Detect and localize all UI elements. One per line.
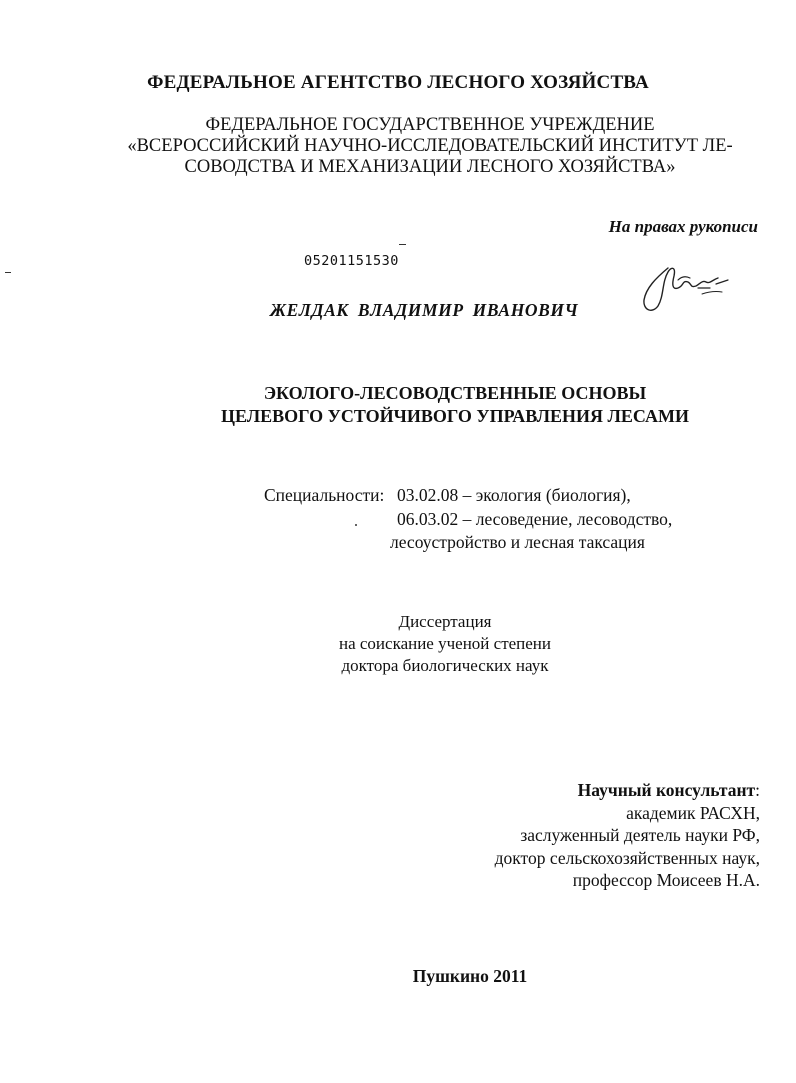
institution-heading	[110, 115, 750, 178]
consultant-line: заслуженный деятель науки РФ,	[520, 825, 760, 845]
institution-line: ФЕДЕРАЛЬНОЕ ГОСУДАРСТВЕННОЕ УЧРЕЖДЕНИЕ	[205, 115, 655, 135]
consultant-label: Научный консультант	[577, 780, 756, 800]
specialties-label: Специальности:	[264, 485, 385, 505]
description-line: доктора биологических наук	[341, 656, 549, 675]
author-name: ЖЕЛДАК ВЛАДИМИР ИВАНОВИЧ	[270, 300, 579, 320]
scan-mark	[5, 272, 11, 273]
consultant-heading	[340, 779, 760, 802]
signature-icon	[638, 258, 734, 320]
scan-mark	[399, 244, 406, 245]
consultant-label-suffix: :	[755, 780, 760, 800]
rights-note: На правах рукописи	[608, 217, 758, 236]
dissertation-description	[280, 611, 610, 677]
consultant-line: доктор сельскохозяйственных наук,	[494, 847, 760, 868]
consultant-block	[340, 779, 760, 892]
specialty-item: лесоустройство и лесная таксация	[390, 532, 645, 552]
agency-heading: ФЕДЕРАЛЬНОЕ АГЕНТСТВО ЛЕСНОГО ХОЗЯЙСТВА	[147, 72, 649, 93]
consultant-line: академик РАСХН,	[626, 802, 760, 823]
dissertation-title	[95, 382, 796, 428]
title-line: ЦЕЛЕВОГО УСТОЙЧИВОГО УПРАВЛЕНИЯ ЛЕСАМИ	[220, 406, 690, 426]
description-line: Диссертация	[398, 612, 492, 631]
title-line: ЭКОЛОГО-ЛЕСОВОДСТВЕННЫЕ ОСНОВЫ	[263, 383, 647, 403]
specialty-item: 06.03.02 – лесоведение, лесоводство,	[397, 509, 673, 529]
institution-line: «ВСЕРОССИЙСКИЙ НАУЧНО-ИССЛЕДОВАТЕЛЬСКИЙ ИНСТИТУТ ЛЕ-	[127, 136, 733, 156]
institution-line: СОВОДСТВА И МЕХАНИЗАЦИИ ЛЕСНОГО ХОЗЯЙСТВА»	[184, 157, 676, 177]
place-year: Пушкино 2011	[412, 966, 528, 986]
specialty-item: 03.02.08 – экология (биология),	[397, 485, 631, 505]
description-line: на соискание ученой степени	[338, 634, 552, 653]
registration-code: 05201151530	[304, 253, 399, 269]
consultant-line: профессор Моисеев Н.А.	[572, 870, 760, 890]
scan-mark	[355, 524, 357, 526]
